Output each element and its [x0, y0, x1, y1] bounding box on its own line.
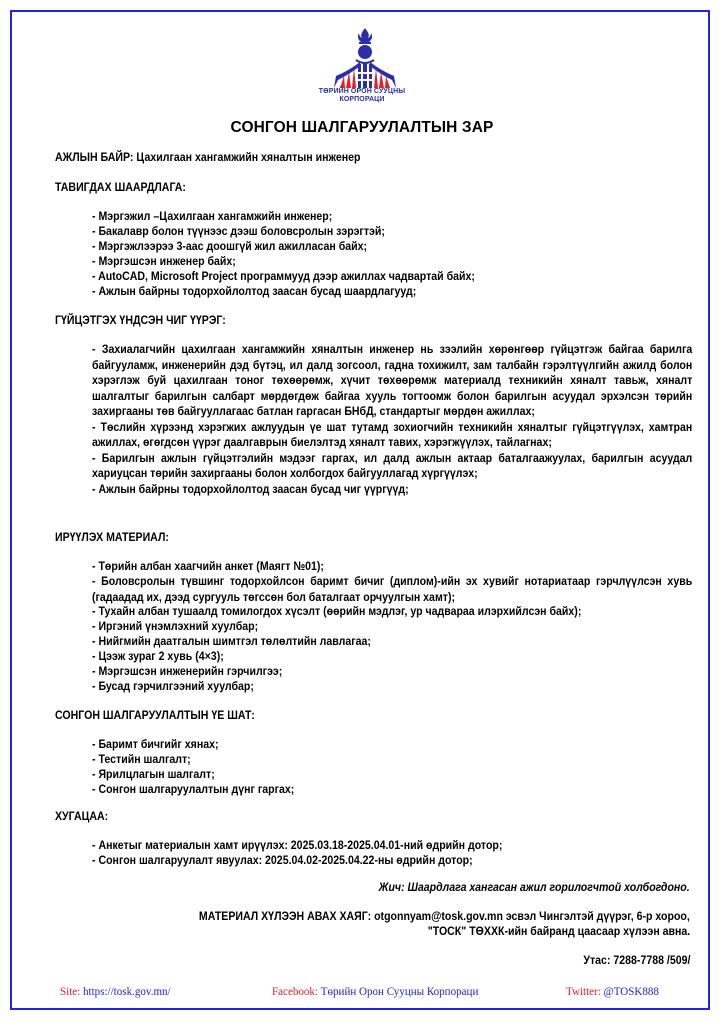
footer-site-link[interactable]: https://tosk.gov.mn/ — [83, 984, 171, 998]
material-item-multiline — [92, 574, 692, 605]
material-item: - Нийгмийн даатгалын шимтгэл төлөлтийн лавлагаа; — [92, 634, 371, 648]
duty-item: - Ажлын байрны тодорхойлолтод заасан бусад чиг үүргүүд; — [92, 481, 409, 496]
stage-item: - Баримт бичгийг хянах; — [92, 737, 219, 751]
deadline-heading: ХУГАЦАА: — [55, 809, 109, 823]
contact-address-line2: "ТОСК" ТӨХХК-ийн байранд цаасаар хүлээн авна. — [427, 924, 690, 938]
material-item: - Бусад гэрчилгээний хуулбар; — [92, 679, 254, 693]
footer-facebook-label: Facebook: — [272, 984, 318, 998]
material-item: - Тухайн албан тушаалд томилогдох хүсэлт (өөрийн мэдлэг, ур чадвараа илэрхийлсэн байх); — [92, 604, 582, 618]
contact-address-line1: otgonnyam@tosk.gov.mn эсвэл Чингэлтэй дүүрэг, 6-р хороо, — [374, 909, 690, 923]
deadline-item: - Анкетыг материалын хамт ирүүлэх: 2025.03.18-2025.04.01-ний өдрийн дотор; — [92, 838, 503, 852]
materials-heading: ИРҮҮЛЭХ МАТЕРИАЛ: — [55, 530, 169, 544]
footer-twitter-link[interactable]: @TOSK888 — [603, 984, 659, 998]
stage-item: - Ярилцлагын шалгалт; — [92, 767, 215, 781]
duty-item: - Төслийн хүрээнд хэрэгжих ажлуудын үе шат тутамд зохиогчийн техникийн хяналтыг гүйцэтгүүлэх, хамтран ажиллах, өгөгдсөн үүрэг даалгаврын биелэлтэд хяналт тавих, хэрэгжүүлэх, тайлагнах; — [92, 419, 693, 449]
org-name — [300, 88, 424, 104]
org-name-line2: КОРПОРАЦИ — [339, 96, 385, 103]
contact-label: МАТЕРИАЛ ХҮЛЭЭН АВАХ ХАЯГ: — [199, 909, 372, 923]
duty-item: - Барилгын ажлын гүйцэтгэлийн мэдээг гаргах, ил далд ажлын актаар баталгаажуулах, барилгын асуудал хариуцсан төрийн захиргааны болон холбогдох байгууллагад хүргүүлэх; — [92, 450, 693, 480]
material-item: - Мэргэшсэн инженерийн гэрчилгээ; — [92, 664, 283, 678]
duties-heading: ГҮЙЦЭТГЭХ ҮНДСЭН ЧИГ ҮҮРЭГ: — [55, 313, 226, 327]
material-item: - Иргэний үнэмлэхний хуулбар; — [92, 619, 259, 633]
footer-twitter-label: Twitter: — [566, 984, 601, 998]
duty-item: - Захиалагчийн цахилгаан хангамжийн хяналтын инженер нь зээлийн хөрөнгөөр гүйцэтгэж байгаа барилга байгууламж, инженерийн дэд бүтэц, ил далд зогсоол, гадна тохижилт, зам талбайн гэрэлтүүлгийн ажилд болон хэрэглэж буй цахилгаан тоног төхөөрөмж, хүчит төхөөрөмж материалд техникийн хяналт тавьж, хяналт шалгалтыг барилгын салбарт мөрдөгдөж байгаа хууль тогтоомж болон барилгын асуудал эрхэлсэн төрийн захиргааны төв байгууллагаас батлан гаргасан БНбД, стандартыг мөрдөн ажиллах; — [92, 342, 693, 418]
requirements-heading: ТАВИГДАХ ШААРДЛАГА: — [55, 180, 186, 194]
duties-list — [92, 342, 692, 497]
stage-item: - Тестийн шалгалт; — [92, 752, 191, 766]
footer-facebook[interactable] — [272, 984, 478, 999]
phone: Утас: 7288-7788 /509/ — [582, 953, 690, 967]
material-item: - Боловсролын түвшинг тодорхойлсон баримт бичиг (диплом)-ийн эх хувийг нотариатаар гэрчлүүлсэн хувь (гадаадад их, дээд сургууль төгссөн бол баталгаат орчуулгын хамт); — [92, 574, 693, 604]
contact-line1 — [199, 909, 690, 925]
requirement-item: - Мэргэшсэн инженер байх; — [92, 254, 236, 268]
footer-twitter[interactable] — [566, 984, 659, 999]
org-name-line1: ТӨРИЙН ОРОН СУУЦНЫ — [318, 88, 406, 95]
material-item: - Цээж зураг 2 хувь (4×3); — [92, 649, 224, 663]
requirement-item: - Мэргэжил –Цахилгаан хангамжийн инженер; — [92, 209, 333, 223]
footer-site[interactable] — [60, 984, 171, 999]
requirement-item: - Мэргэжлээрээ 3-аас доошгүй жил ажилласан байх; — [92, 239, 368, 253]
position-label: АЖЛЫН БАЙР: — [55, 150, 134, 164]
requirement-item: - AutoCAD, Microsoft Project программууд дээр ажиллах чадвартай байх; — [92, 269, 475, 283]
material-item: - Төрийн албан хаагчийн анкет (Маягт №01); — [92, 559, 324, 573]
page-title: СОНГОН ШАЛГАРУУЛАЛТЫН ЗАР — [230, 119, 494, 136]
requirement-item: - Бакалавр болон түүнээс дээш боловсролын зэрэгтэй; — [92, 224, 385, 238]
deadline-item: - Сонгон шалгаруулалт явуулах: 2025.04.02-2025.04.22-ны өдрийн дотор; — [92, 853, 473, 867]
stage-item: - Сонгон шалгаруулалтын дүнг гаргах; — [92, 782, 295, 796]
position-value: Цахилгаан хангамжийн хяналтын инженер — [136, 150, 361, 164]
stages-heading: СОНГОН ШАЛГАРУУЛАЛТЫН ҮЕ ШАТ: — [55, 708, 255, 722]
footer-facebook-link[interactable]: Төрийн Орон Сууцны Корпораци — [320, 984, 479, 998]
requirement-item: - Ажлын байрны тодорхойлолтод заасан бусад шаардлагууд; — [92, 284, 417, 298]
tosk-emblem-icon — [332, 26, 398, 96]
position-line — [55, 150, 360, 166]
note: Жич: Шаардлага хангасан ажил горилогчтой холбогдоно. — [378, 880, 690, 894]
footer-site-label: Site: — [60, 984, 81, 998]
